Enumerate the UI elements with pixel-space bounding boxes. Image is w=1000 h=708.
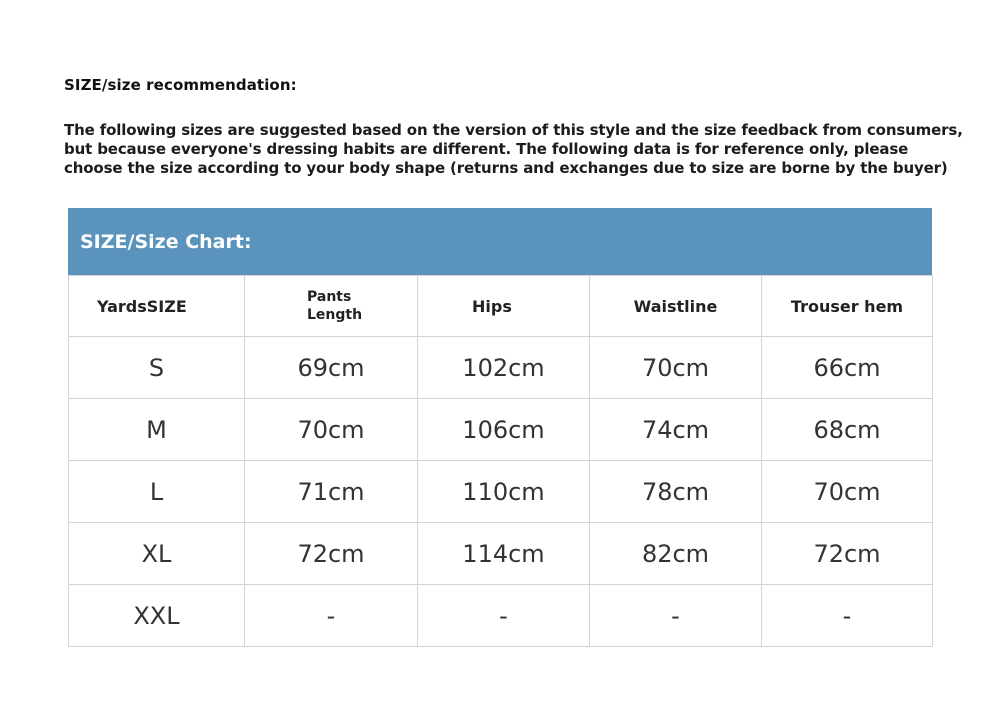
size-chart-title: SIZE/Size Chart:	[68, 208, 932, 275]
column-header-waistline: Waistline	[590, 276, 762, 337]
cell-size: L	[69, 461, 245, 523]
cell-hips: 114cm	[418, 523, 590, 585]
column-header-pants-length	[245, 276, 418, 337]
size-table	[68, 275, 933, 647]
intro-line: choose the size according to your body shape (returns and exchanges due to size are borne by the buyer)	[64, 159, 948, 177]
intro-line: The following sizes are suggested based on the version of this style and the size feedback from consumers,	[64, 121, 963, 139]
intro-text	[64, 121, 964, 178]
cell-size: XXL	[69, 585, 245, 647]
cell-waistline: 70cm	[590, 337, 762, 399]
page-title: SIZE/size recommendation:	[64, 76, 297, 94]
cell-size: XL	[69, 523, 245, 585]
table-row	[69, 399, 933, 461]
cell-hips: 110cm	[418, 461, 590, 523]
cell-pants-length: 71cm	[245, 461, 418, 523]
cell-pants-length: 70cm	[245, 399, 418, 461]
cell-pants-length: -	[245, 585, 418, 647]
cell-hips: 102cm	[418, 337, 590, 399]
column-header-pants-line1: Pants	[307, 289, 352, 305]
column-header-pants-line2: Length	[307, 307, 363, 323]
table-header-row	[69, 276, 933, 337]
cell-trouser-hem: 72cm	[762, 523, 933, 585]
cell-waistline: 82cm	[590, 523, 762, 585]
cell-pants-length: 72cm	[245, 523, 418, 585]
cell-waistline: 78cm	[590, 461, 762, 523]
table-row	[69, 585, 933, 647]
column-header-hips: Hips	[418, 276, 590, 337]
column-header-size: YardsSIZE	[69, 276, 245, 337]
cell-trouser-hem: 68cm	[762, 399, 933, 461]
column-header-trouser-hem: Trouser hem	[762, 276, 933, 337]
cell-size: M	[69, 399, 245, 461]
size-chart	[68, 208, 932, 647]
cell-pants-length: 69cm	[245, 337, 418, 399]
cell-waistline: 74cm	[590, 399, 762, 461]
cell-trouser-hem: -	[762, 585, 933, 647]
table-row	[69, 523, 933, 585]
cell-waistline: -	[590, 585, 762, 647]
table-row	[69, 337, 933, 399]
cell-size: S	[69, 337, 245, 399]
intro-line: but because everyone's dressing habits are different. The following data is for reference only, please	[64, 140, 909, 158]
cell-hips: -	[418, 585, 590, 647]
cell-trouser-hem: 66cm	[762, 337, 933, 399]
table-row	[69, 461, 933, 523]
cell-trouser-hem: 70cm	[762, 461, 933, 523]
cell-hips: 106cm	[418, 399, 590, 461]
